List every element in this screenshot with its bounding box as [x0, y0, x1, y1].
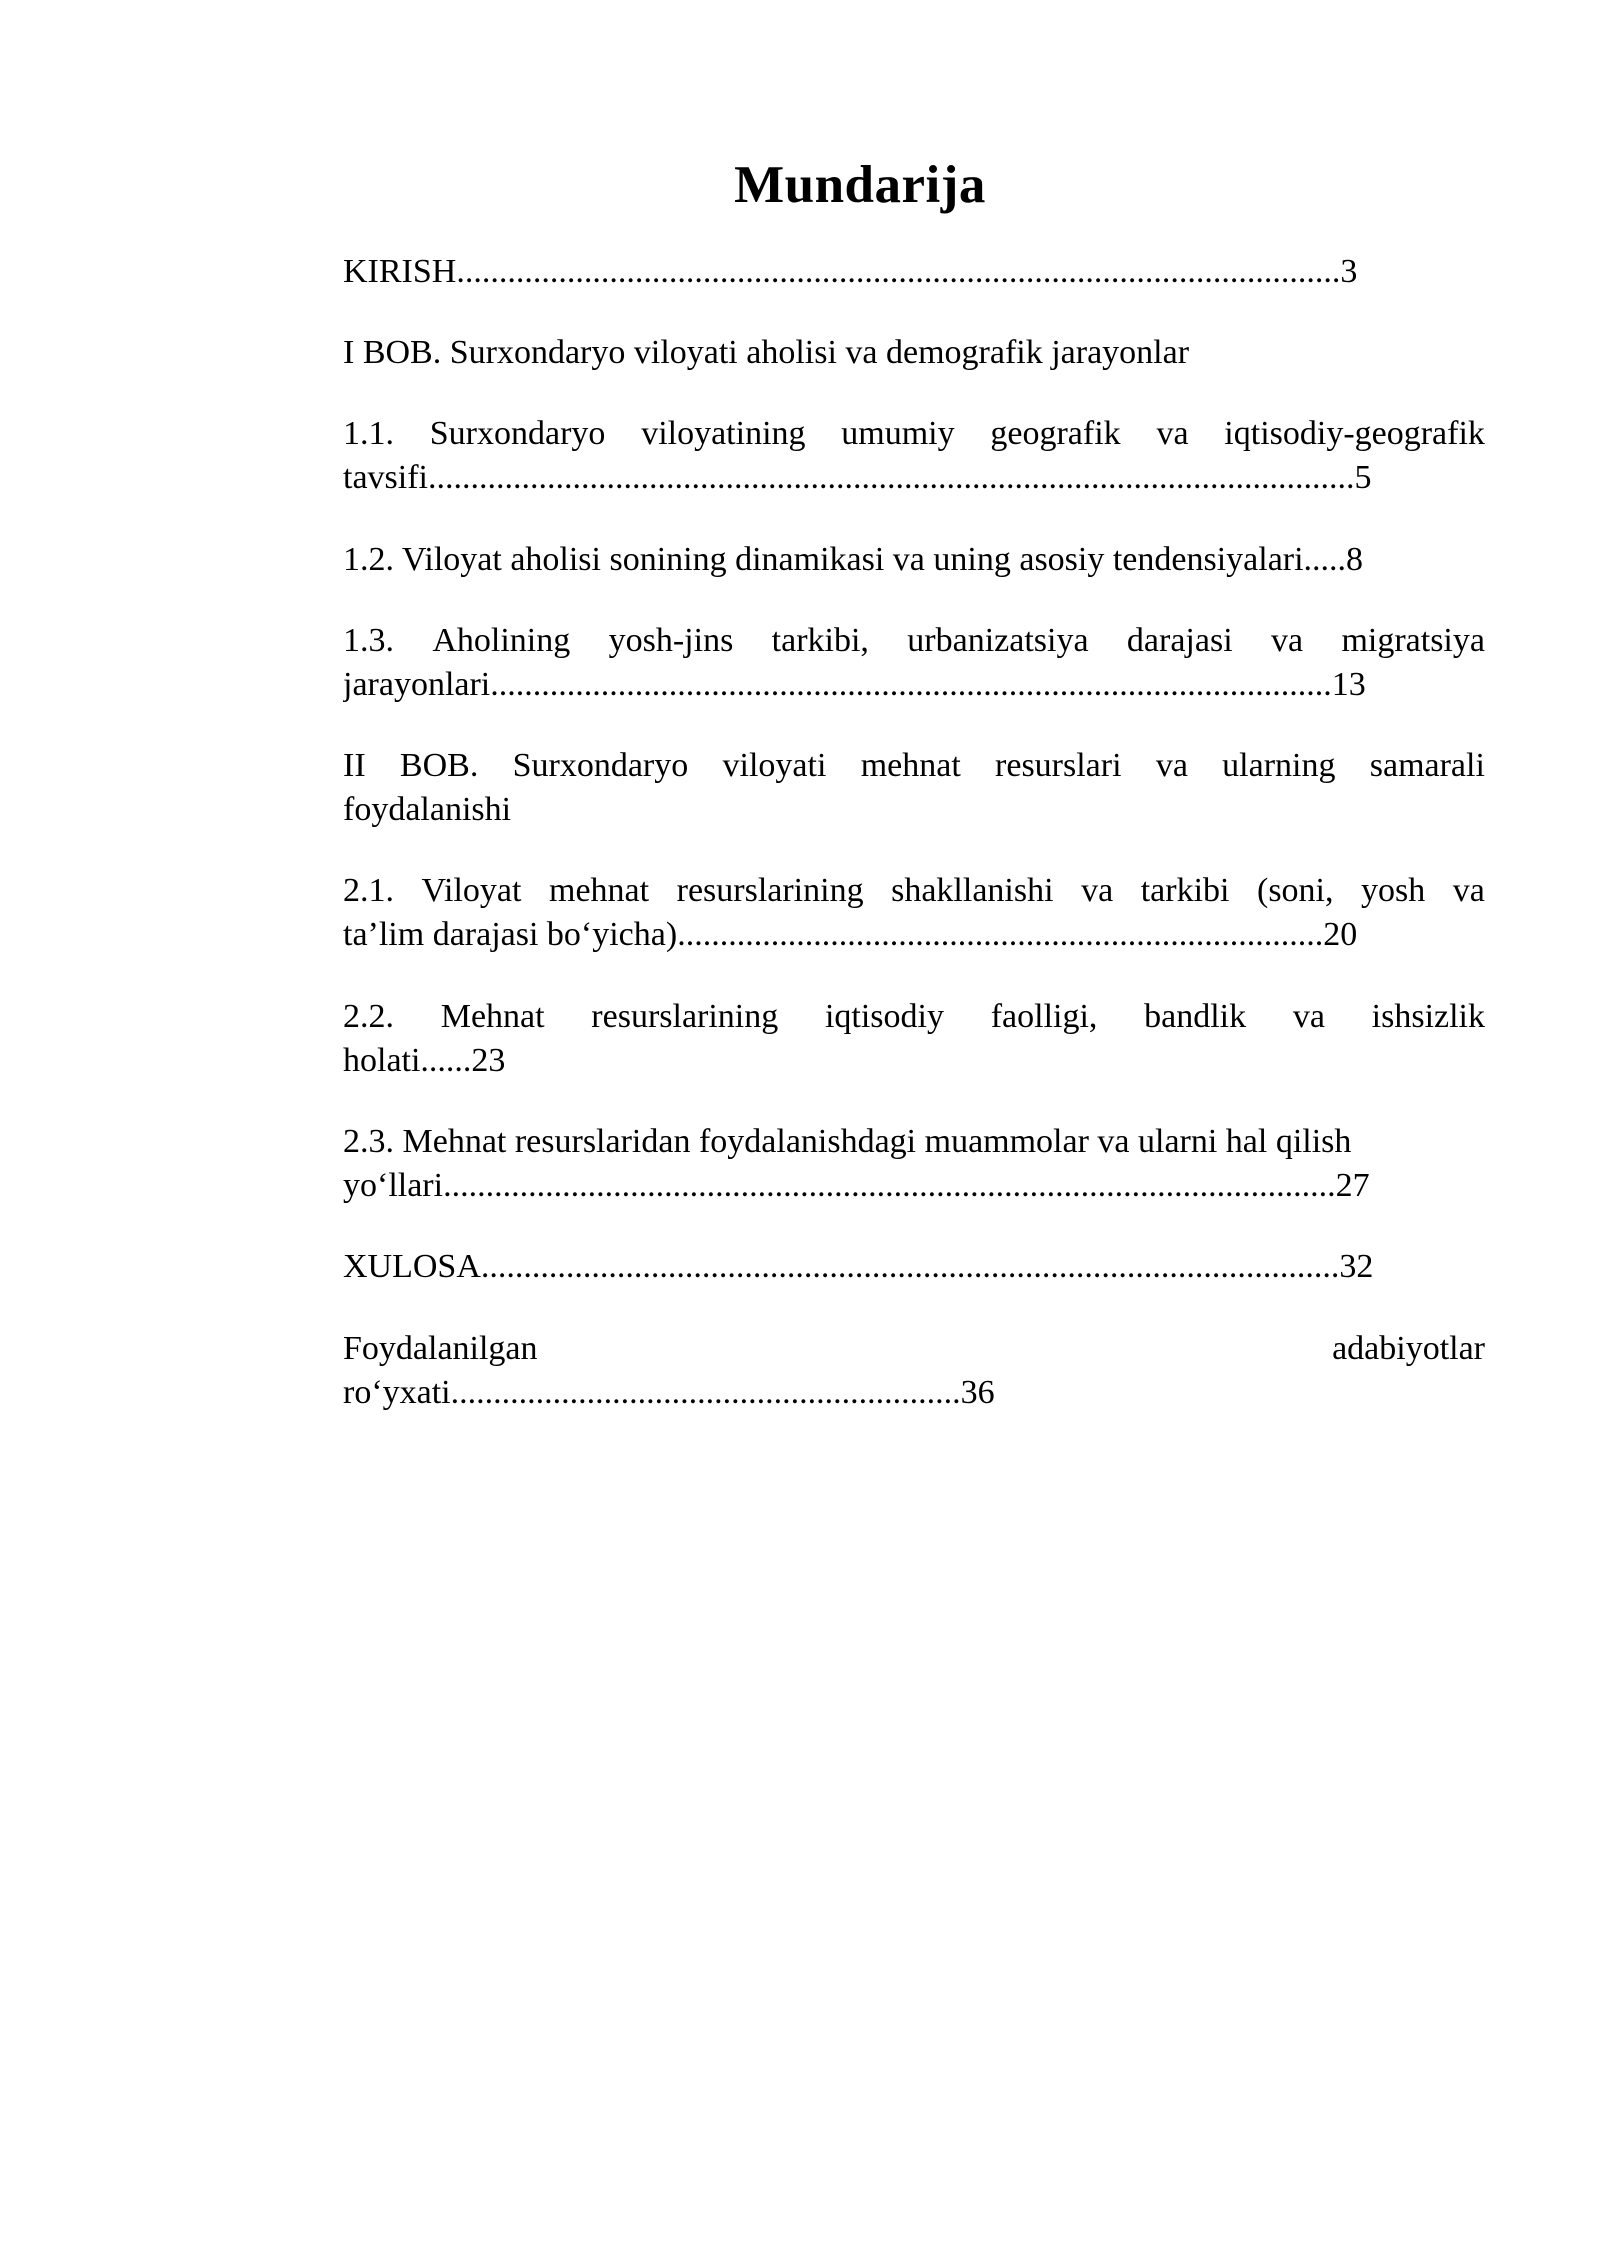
toc-word: viloyatining	[641, 415, 806, 452]
toc-word: va	[1155, 747, 1188, 784]
toc-word: Surxondaryo	[512, 747, 689, 784]
toc-entry-section-1-3[interactable]	[343, 619, 1485, 707]
toc-word: adabiyotlar	[1332, 1330, 1485, 1367]
toc-word: iqtisodiy	[824, 998, 944, 1035]
toc-entry-section-1-2[interactable]	[343, 538, 1485, 582]
toc-entry-line-2: ta’lim darajasi bo‘yicha)............................................................................20	[343, 916, 1358, 953]
toc-entry-line-2: jarayonlari...................................................................................................13	[343, 666, 1366, 703]
toc-entry-line-2: holati......23	[343, 1042, 506, 1079]
toc-entry-xulosa[interactable]	[343, 1245, 1485, 1289]
toc-word: BOB.	[399, 747, 479, 784]
toc-word: darajasi	[1126, 622, 1233, 659]
toc-word: 1.3.	[343, 622, 394, 659]
toc-entry-text: XULOSA.....................................................................................................32	[343, 1248, 1374, 1285]
toc-word: tarkibi	[1140, 872, 1230, 909]
toc-word: faolligi,	[990, 998, 1098, 1035]
toc-word: resurslari	[995, 747, 1122, 784]
toc-word: mehnat	[549, 872, 650, 909]
toc-entry-text: KIRISH........................................................................................................3	[343, 253, 1358, 290]
toc-word: resurslarining	[676, 872, 864, 909]
toc-entry-text: 1.2. Viloyat aholisi sonining dinamikasi va uning asosiy tendensiyalari.....8	[343, 541, 1364, 578]
toc-entry-chapter-2[interactable]	[343, 744, 1485, 832]
toc-entry-line-1	[343, 1327, 1485, 1371]
toc-entry-adabiyotlar[interactable]	[343, 1327, 1485, 1415]
toc-word: Foydalanilgan	[343, 1330, 538, 1367]
toc-word: ularning	[1222, 747, 1336, 784]
toc-word: yosh-jins	[608, 622, 734, 659]
toc-word: 2.1.	[343, 872, 394, 909]
toc-word: va	[1271, 622, 1304, 659]
toc-word: samarali	[1369, 747, 1485, 784]
toc-word: 1.1.	[343, 415, 394, 452]
toc-entry-section-2-2[interactable]	[343, 995, 1485, 1083]
toc-word: geografik	[990, 415, 1121, 452]
toc-word: umumiy	[841, 415, 955, 452]
toc-word: mehnat	[860, 747, 961, 784]
toc-entry-line-1	[343, 995, 1485, 1039]
toc-entry-line-1	[343, 412, 1485, 456]
toc-entry-line-1	[343, 869, 1485, 913]
toc-word: iqtisodiy-geografik	[1224, 415, 1485, 452]
toc-entry-section-2-1[interactable]	[343, 869, 1485, 957]
toc-word: tarkibi,	[771, 622, 869, 659]
toc-word: va	[1452, 872, 1485, 909]
toc-entry-section-2-3[interactable]	[343, 1120, 1485, 1208]
toc-word: II	[343, 747, 366, 784]
toc-entry-line-2: yo‘llari.........................................................................................................27	[343, 1167, 1370, 1204]
toc-entry-line-1	[343, 619, 1485, 663]
toc-entry-kirish[interactable]	[343, 250, 1485, 294]
toc-word: va	[1081, 872, 1114, 909]
toc-word: resurslarining	[591, 998, 779, 1035]
toc-entry-line-1	[343, 744, 1485, 788]
toc-entry-text: I BOB. Surxondaryo viloyati aholisi va demografik jarayonlar	[343, 334, 1190, 371]
toc-word: Surxondaryo	[429, 415, 606, 452]
toc-word: urbanizatsiya	[907, 622, 1089, 659]
page-title: Mundarija	[734, 156, 986, 214]
toc-word: Mehnat	[440, 998, 545, 1035]
toc-word: migratsiya	[1341, 622, 1485, 659]
toc-word: 2.2.	[343, 998, 394, 1035]
toc-word: ishsizlik	[1371, 998, 1485, 1035]
toc-word: viloyati	[722, 747, 827, 784]
toc-entry-line-2: ro‘yxati............................................................36	[343, 1374, 995, 1411]
toc-word: bandlik	[1144, 998, 1247, 1035]
toc-entry-line-2: foydalanishi	[343, 791, 512, 828]
toc-entry-line-2: tavsifi.............................................................................................................5	[343, 459, 1372, 496]
toc-entry-section-1-1[interactable]	[343, 412, 1485, 500]
toc-entry-line-1: 2.3. Mehnat resurslaridan foydalanishdagi muammolar va ularni hal qilish	[343, 1123, 1352, 1160]
toc-word: va	[1292, 998, 1325, 1035]
toc-word: shakllanishi	[891, 872, 1054, 909]
toc-word: yosh	[1361, 872, 1426, 909]
toc-entry-chapter-1[interactable]	[343, 331, 1485, 375]
toc-word: va	[1156, 415, 1189, 452]
toc-word: Viloyat	[421, 872, 522, 909]
toc-word: (soni,	[1257, 872, 1334, 909]
toc-word: Aholining	[432, 622, 571, 659]
